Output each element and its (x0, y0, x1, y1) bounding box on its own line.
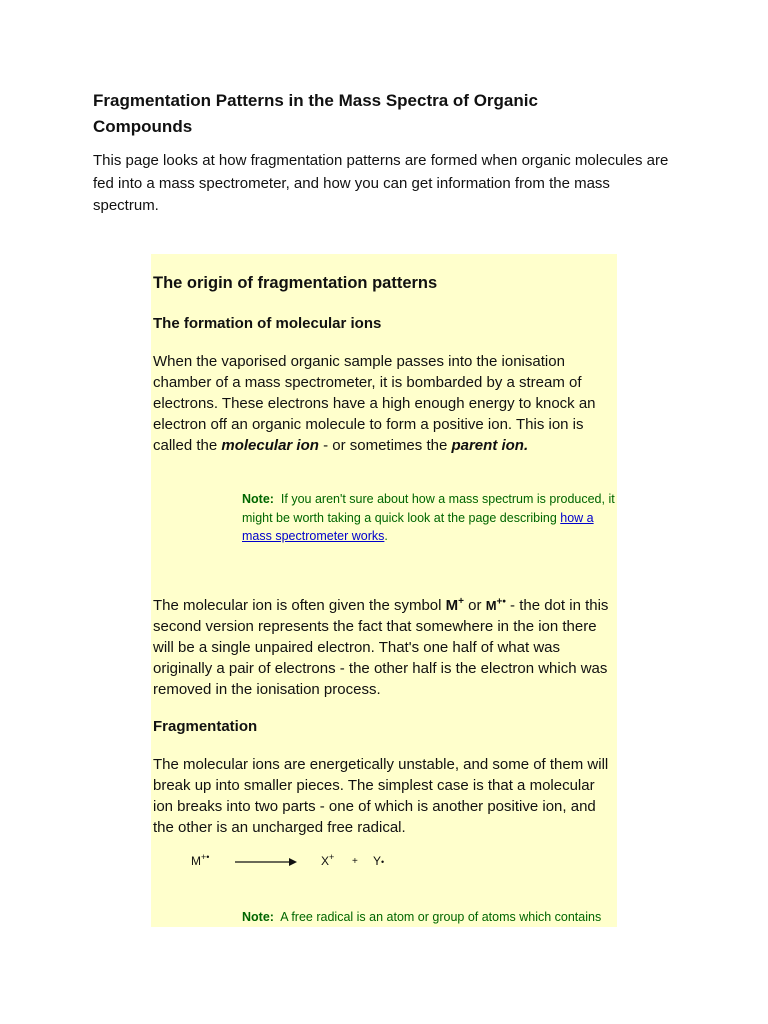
right-arrow-icon (235, 857, 297, 867)
molecular-ion-paragraph (153, 351, 615, 456)
note-free-radical (242, 908, 617, 927)
note-label: Note: (242, 492, 274, 506)
symbol-radical-sup: +• (496, 596, 506, 608)
symbol-text: The molecular ion is often given the symbol (153, 597, 446, 614)
term-parent-ion: parent ion. (451, 437, 529, 454)
symbol-plus-sup: + (458, 596, 464, 607)
note-mass-spectrometer (242, 490, 617, 546)
subheading-fragmentation: Fragmentation (153, 718, 258, 735)
fragmentation-paragraph: The molecular ions are energetically unstable, and some of them will break up into smaller pieces. The simplest case is that a molecular ion breaks into two parts - one of which is another positive ion, and the other is an uncharged free radical. (153, 756, 609, 836)
term-molecular-ion: molecular ion (221, 437, 319, 454)
intro-paragraph: This page looks at how fragmentation patterns are formed when organic molecules are fed into a mass spectrometer, and how you can get information from the mass spectrum. (93, 152, 669, 214)
symbol-or: or (464, 597, 486, 614)
content-panel (151, 254, 617, 927)
molecular-ion-text: When the vaporised organic sample passes into the ionisation chamber of a mass spectrometer, it is bombarded by a stream of electrons. These electrons have a high enough energy to knock an electron off an organic molecule to form a positive ion. This ion is called the (153, 353, 596, 454)
symbol-m2: M (485, 598, 497, 613)
note-text: If you aren't sure about how a mass spectrum is produced, it might be worth taking a quick look at the page describing (242, 492, 615, 525)
note-text-end: . (384, 529, 388, 543)
note-text-2: A free radical is an atom or group of atoms which contains (280, 910, 602, 924)
equation-reactant: M+• (191, 852, 210, 868)
symbol-m-radical (486, 598, 506, 613)
symbol-paragraph (153, 595, 615, 700)
equation-plus: + (352, 856, 358, 867)
subheading-molecular-ions: The formation of molecular ions (153, 315, 382, 332)
equation-product-y: Y• (373, 854, 385, 868)
page-title: Fragmentation Patterns in the Mass Spectra of Organic Compounds (93, 91, 538, 136)
note-label-2: Note: (242, 910, 274, 924)
mass-spectrometer-link[interactable]: how a mass spectrometer works (242, 510, 594, 543)
fragmentation-equation (191, 854, 431, 874)
symbol-m: M (445, 597, 459, 614)
section-heading-origin: The origin of fragmentation patterns (153, 274, 438, 292)
equation-product-x: X+ (321, 852, 335, 868)
symbol-text-after: - the dot in this second version represents the fact that somewhere in the ion there will be a single unpaired electron. That's one half of what was originally a pair of electrons - the other half is the electron which was removed in the ionisation process. (153, 597, 609, 698)
molecular-ion-text-mid: - or sometimes the (318, 437, 452, 454)
symbol-m-plus (446, 597, 464, 614)
